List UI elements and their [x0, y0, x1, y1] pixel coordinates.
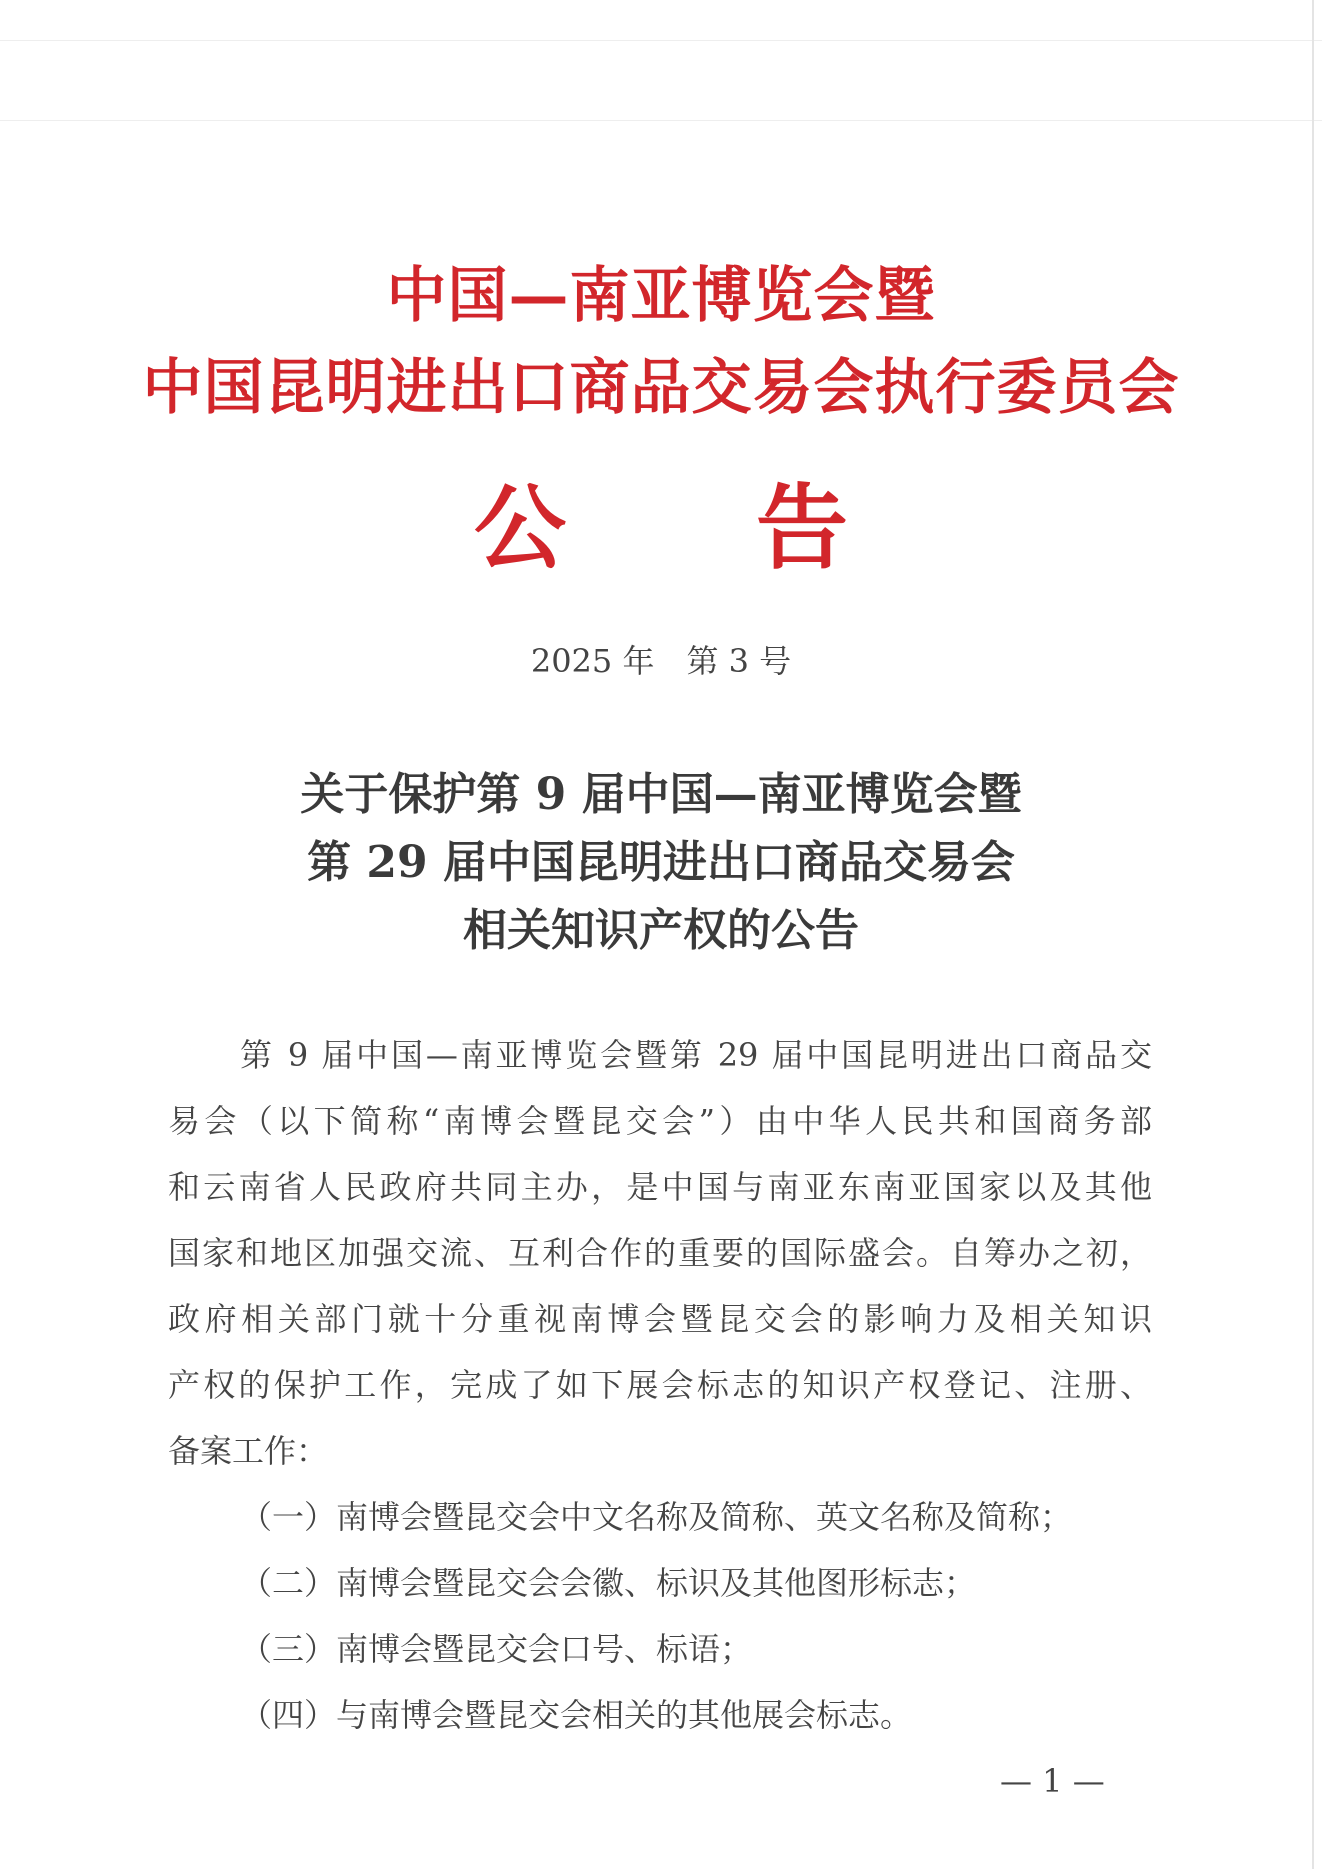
notice-heading [0, 455, 1322, 587]
list-item: （三）南博会暨昆交会口号、标语； [240, 1630, 753, 1668]
title-line: 第 29 届中国昆明进出口商品交易会 [307, 837, 1015, 888]
body-line: 国家和地区加强交流、互利合作的重要的国际盛会。自筹办之初， [168, 1234, 1152, 1272]
notice-char: 告 [756, 474, 849, 582]
title-line: 关于保护第 9 届中国—南亚博览会暨 [300, 769, 1022, 820]
list-item: （二）南博会暨昆交会会徽、标识及其他图形标志； [240, 1564, 977, 1602]
body-line: 易会（以下简称“南博会暨昆交会”）由中华人民共和国商务部 [168, 1102, 1152, 1140]
notice-char: 公 [473, 474, 566, 582]
body-line: 政府相关部门就十分重视南博会暨昆交会的影响力及相关知识 [168, 1300, 1152, 1338]
body-line: 备案工作： [168, 1432, 329, 1470]
issuer-line-2: 中国昆明进出口商品交易会执行委员会 [142, 353, 1180, 423]
body-line: 第 9 届中国—南亚博览会暨第 29 届中国昆明进出口商品交 [240, 1036, 1152, 1074]
list-item: （一）南博会暨昆交会中文名称及简称、英文名称及简称； [240, 1498, 1073, 1536]
issuer-line-1: 中国—南亚博览会暨 [386, 261, 936, 331]
scan-artifact [0, 120, 1322, 121]
page-number: — 1 — [1000, 1762, 1105, 1800]
scan-artifact [0, 40, 1322, 41]
body-line: 产权的保护工作，完成了如下展会标志的知识产权登记、注册、 [168, 1366, 1152, 1404]
list-item: （四）与南博会暨昆交会相关的其他展会标志。 [240, 1696, 913, 1734]
body-line: 和云南省人民政府共同主办，是中国与南亚东南亚国家以及其他 [168, 1168, 1152, 1206]
title-line: 相关知识产权的公告 [463, 905, 859, 956]
document-number: 2025 年 第 3 号 [530, 642, 792, 680]
